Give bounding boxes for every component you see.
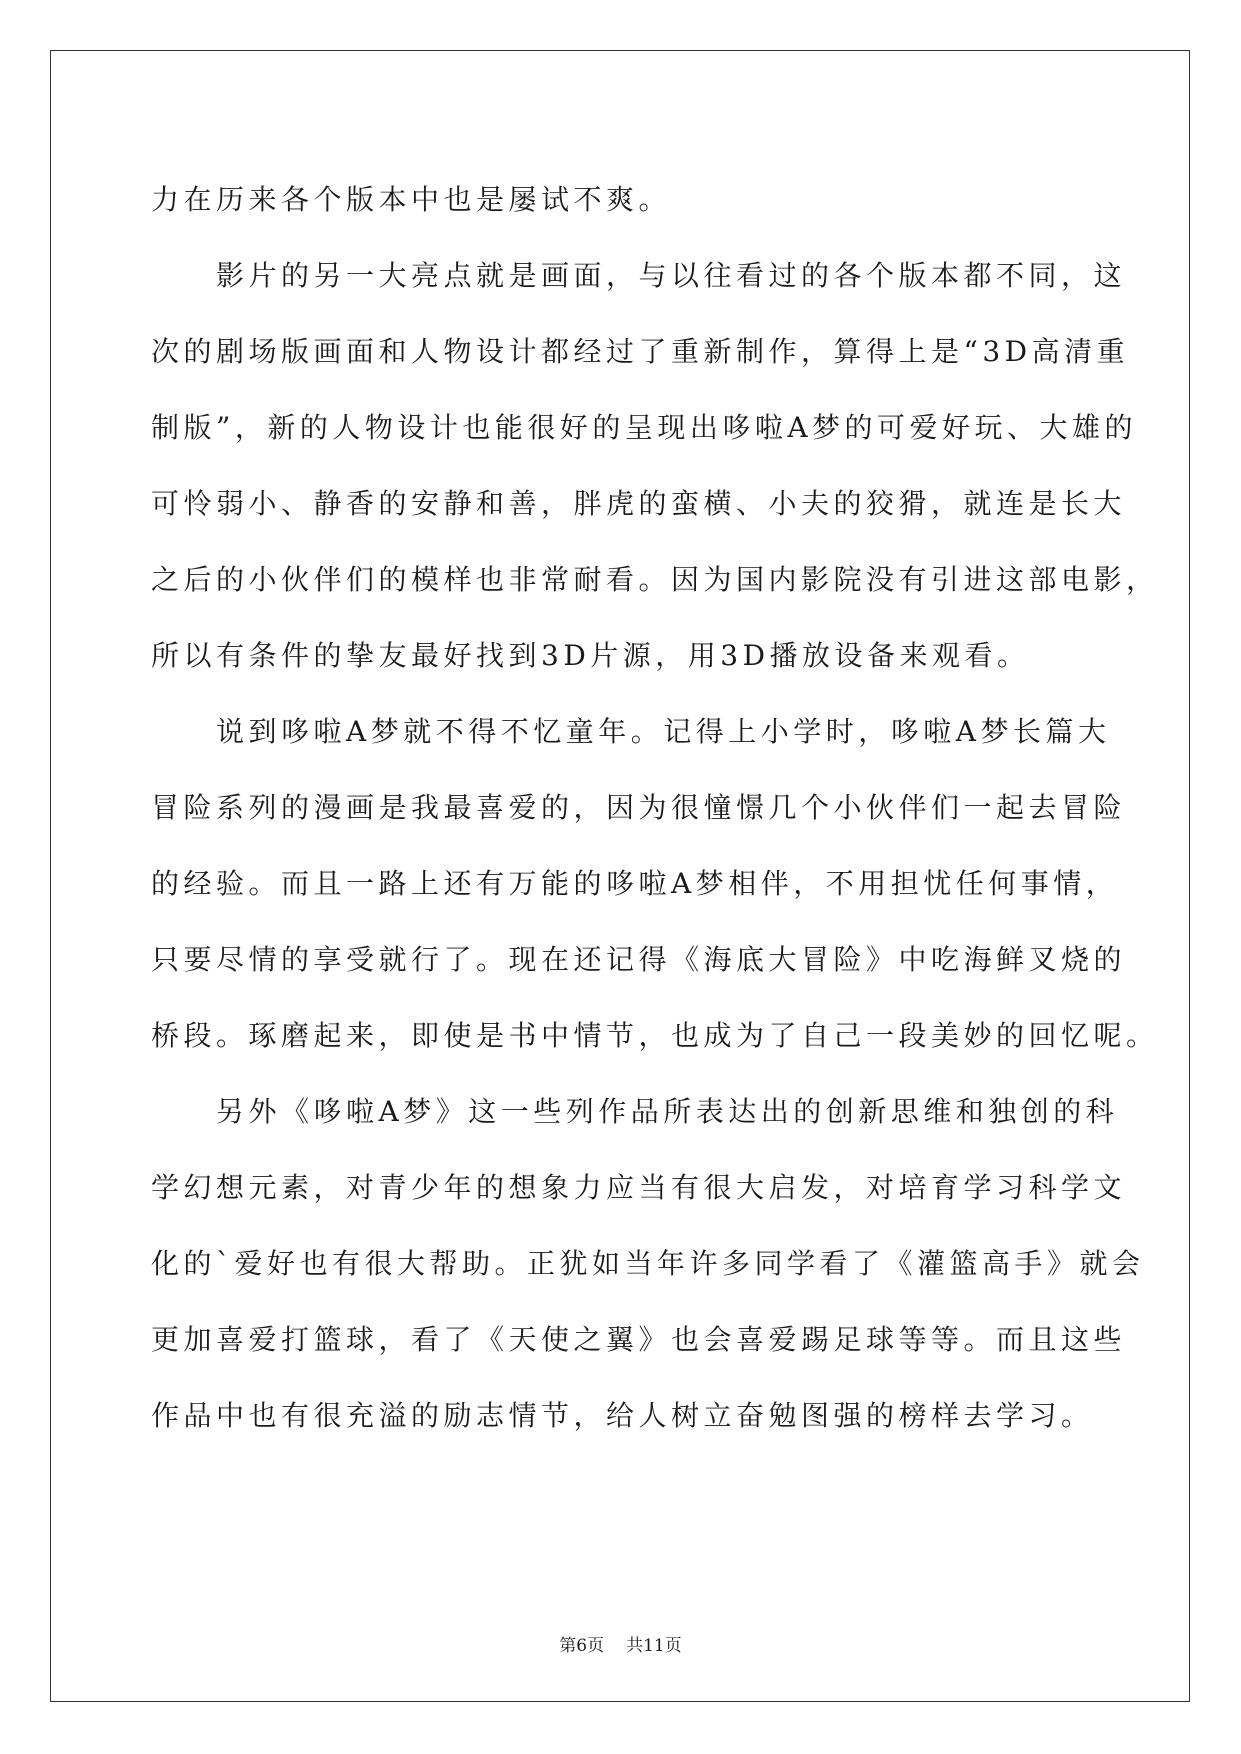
- text-line: 次的剧场版画面和人物设计都经过了重新制作，算得上是“3D高清重: [151, 335, 1130, 368]
- text-line: 力在历来各个版本中也是屡试不爽。: [151, 183, 672, 216]
- text-line: 作品中也有很充溢的励志情节，给人树立奋勉图强的榜样去学习。: [151, 1399, 1094, 1432]
- document-body: [151, 162, 1159, 1454]
- text-line: 的经验。而且一路上还有万能的哆啦A梦相伴，不用担忧任何事情，: [151, 867, 1119, 900]
- text-line: 化的`爱好也有很大帮助。正犹如当年许多同学看了《灌篮高手》就会: [151, 1247, 1145, 1280]
- text-line: 可怜弱小、静香的安静和善，胖虎的蛮横、小夫的狡猾，就连是长大: [151, 487, 1127, 520]
- page-total: 共11页: [626, 1636, 682, 1656]
- text-line: 桥段。琢磨起来，即使是书中情节，也成为了自己一段美妙的回忆呢。: [151, 1019, 1159, 1052]
- text-line: 学幻想元素，对青少年的想象力应当有很大启发，对培育学习科学文: [151, 1171, 1127, 1204]
- text-line: 制版”，新的人物设计也能很好的呈现出哆啦A梦的可爱好玩、大雄的: [151, 411, 1138, 444]
- text-line: 更加喜爱打篮球，看了《天使之翼》也会喜爱踢足球等等。而且这些: [151, 1323, 1127, 1356]
- text-line: 只要尽情的享受就行了。现在还记得《海底大冒险》中吃海鲜叉烧的: [151, 943, 1127, 976]
- paragraph-start-line: 说到哆啦A梦就不得不忆童年。记得上小学时，哆啦A梦长篇大: [216, 715, 1111, 748]
- text-line: 所以有条件的挚友最好找到3D片源，用3D播放设备来观看。: [151, 639, 1030, 672]
- paragraph-start-line: 影片的另一大亮点就是画面，与以往看过的各个版本都不同，这: [216, 259, 1127, 292]
- text-line: 冒险系列的漫画是我最喜爱的，因为很憧憬几个小伙伴们一起去冒险: [151, 791, 1127, 824]
- page-footer: [0, 1631, 1241, 1656]
- page-number: 第6页: [559, 1636, 605, 1656]
- paragraph-start-line: 另外《哆啦A梦》这一些列作品所表达出的创新思维和独创的科: [216, 1095, 1119, 1128]
- text-line: 之后的小伙伴们的模样也非常耐看。因为国内影院没有引进这部电影，: [151, 563, 1159, 596]
